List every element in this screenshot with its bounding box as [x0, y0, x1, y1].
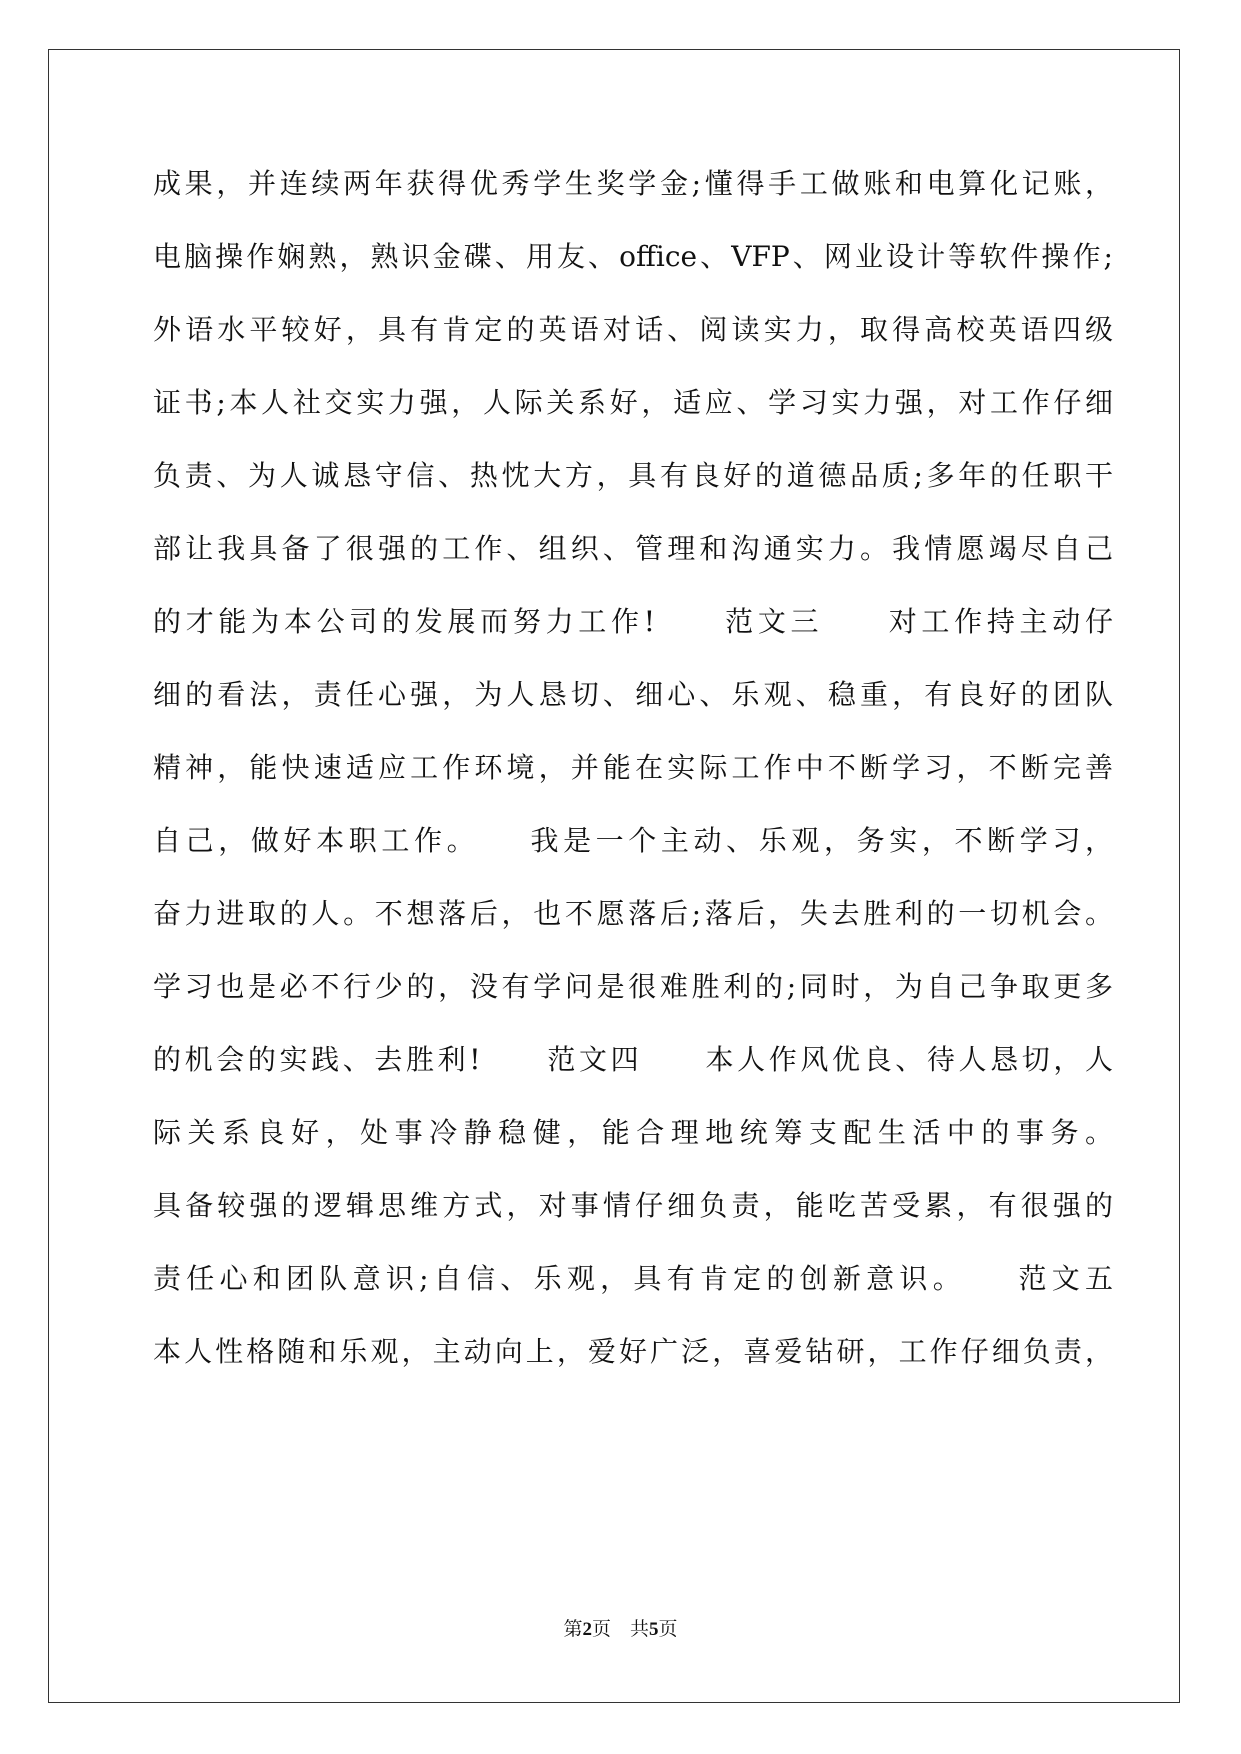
- text-line: 的机会的实践、去胜利! 范文四 本人作风优良、待人恳切，人: [153, 1043, 1113, 1076]
- text-line: 奋力进取的人。不想落后，也不愿落后;落后，失去胜利的一切机会。: [153, 897, 1113, 930]
- text-line: 自己，做好本职工作。 我是一个主动、乐观，务实，不断学习，: [153, 824, 1113, 857]
- text-line: 成果，并连续两年获得优秀学生奖学金;懂得手工做账和电算化记账，: [153, 167, 1113, 200]
- total-page-number: 5: [649, 1619, 659, 1640]
- text-line: 精神，能快速适应工作环境，并能在实际工作中不断学习，不断完善: [153, 751, 1113, 784]
- footer-prefix: 第: [563, 1618, 583, 1640]
- footer-suffix: 页: [658, 1618, 678, 1640]
- page-frame: [48, 49, 1180, 1703]
- text-line: 负责、为人诚恳守信、热忱大方，具有良好的道德品质;多年的任职干: [153, 459, 1113, 492]
- text-line: 的才能为本公司的发展而努力工作! 范文三 对工作持主动仔: [153, 605, 1113, 638]
- text-line: 电脑操作娴熟，熟识金碟、用友、office、VFP、网业设计等软件操作;: [153, 240, 1113, 273]
- text-line: 际关系良好，处事冷静稳健，能合理地统筹支配生活中的事务。: [153, 1116, 1113, 1149]
- text-line: 细的看法，责任心强，为人恳切、细心、乐观、稳重，有良好的团队: [153, 678, 1113, 711]
- text-line: 学习也是必不行少的，没有学问是很难胜利的;同时，为自己争取更多: [153, 970, 1113, 1003]
- text-line: 部让我具备了很强的工作、组织、管理和沟通实力。我情愿竭尽自己: [153, 532, 1113, 565]
- text-line: 外语水平较好，具有肯定的英语对话、阅读实力，取得高校英语四级: [153, 313, 1113, 346]
- text-line: 具备较强的逻辑思维方式，对事情仔细负责，能吃苦受累，有很强的: [153, 1189, 1113, 1222]
- text-line: 本人性格随和乐观，主动向上，爱好广泛，喜爱钻研，工作仔细负责，: [153, 1335, 1113, 1368]
- text-line: 责任心和团队意识;自信、乐观，具有肯定的创新意识。 范文五: [153, 1262, 1113, 1295]
- footer-mid: 页 共: [591, 1618, 649, 1640]
- page-footer: [0, 1614, 1241, 1641]
- text-line: 证书;本人社交实力强，人际关系好，适应、学习实力强，对工作仔细: [153, 386, 1113, 419]
- current-page-number: 2: [582, 1619, 592, 1640]
